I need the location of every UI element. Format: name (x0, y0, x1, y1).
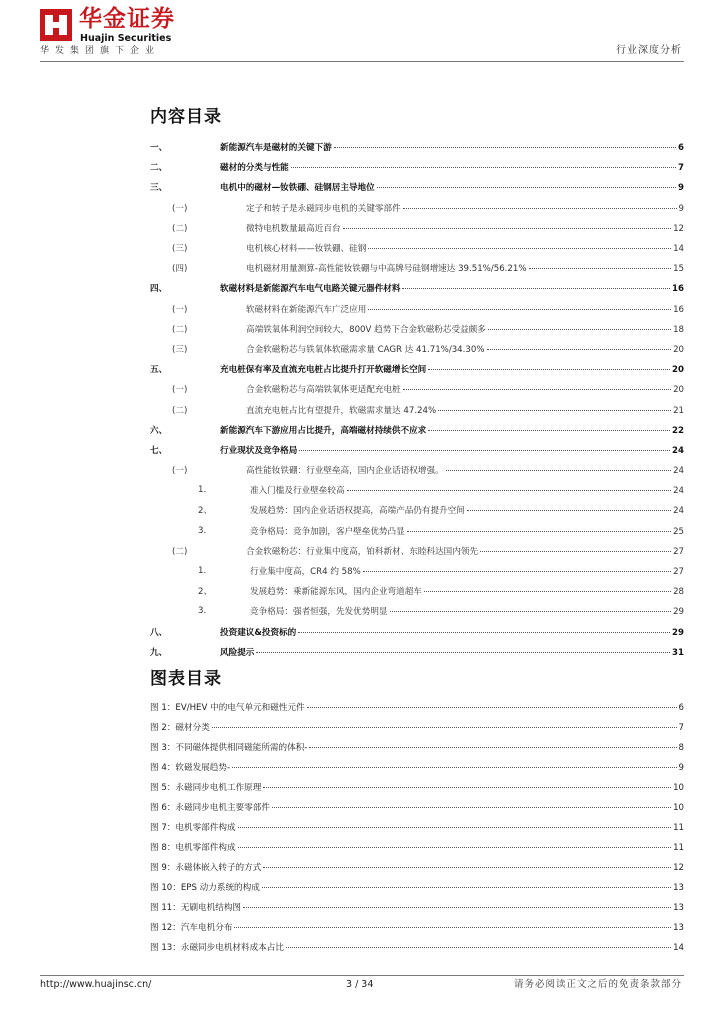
toc-entry-number: 八、 (150, 627, 168, 638)
toc-entry-page: 24 (673, 506, 684, 517)
toc-entry-title: 定子和转子是永磁同步电机的关键零部件 (246, 203, 401, 214)
toc-entry-title: 电机核心材料——钕铁硼、硅钢 (246, 244, 367, 255)
figure-entry-label: 图 11： (150, 903, 181, 913)
toc-entry-body (246, 262, 684, 274)
toc-entry-body (246, 242, 684, 254)
figure-entry-page: 13 (673, 923, 684, 933)
toc-entry-page: 9 (678, 203, 684, 214)
toc-entry-page: 31 (672, 647, 684, 658)
toc-entry-body (250, 484, 684, 496)
toc-entry-page: 20 (673, 385, 684, 396)
figure-entry-page: 6 (678, 703, 684, 713)
toc-entry-number: (三) (172, 344, 188, 355)
toc-entry-number: (四) (172, 264, 188, 275)
toc-entry-number: 2、 (198, 506, 213, 517)
document-type: 行业深度分析 (616, 45, 682, 56)
figure-leader-dots (262, 887, 671, 888)
toc-entry-title: 投资建议&投资标的 (220, 627, 297, 638)
toc-entry[interactable] (150, 198, 684, 218)
toc-entry[interactable] (150, 541, 684, 561)
figure-entry[interactable] (150, 738, 684, 758)
toc-entry-page: 24 (673, 466, 684, 477)
toc-entry[interactable] (150, 440, 684, 460)
figure-entry[interactable] (150, 818, 684, 838)
toc-entry-title: 合金软磁粉芯与高端铁氧体更适配充电桩 (246, 385, 401, 396)
toc-entry-number: (三) (172, 244, 188, 255)
figure-entry-page: 11 (673, 823, 684, 833)
toc-entry-page: 16 (672, 284, 684, 295)
toc-entry-title: 合金软磁粉芯与铁氧体软磁需求量 CAGR 达 41.71%/34.30% (246, 344, 485, 355)
figure-entry-page: 7 (678, 723, 684, 733)
toc-entry-number: (一) (172, 304, 188, 315)
figure-entry[interactable] (150, 718, 684, 738)
toc-entry-title: 风险提示 (220, 647, 255, 658)
toc-entry[interactable] (150, 480, 684, 500)
toc-entry-page: 24 (673, 486, 684, 497)
toc-entry[interactable] (150, 642, 684, 662)
toc-entry[interactable] (150, 601, 684, 621)
toc-entry[interactable] (150, 319, 684, 339)
toc-entry-title: 电机中的磁材—钕铁硼、硅钢居主导地位 (220, 183, 375, 194)
figure-entry-label: 图 6： (150, 803, 176, 813)
figure-leader-dots (243, 907, 671, 908)
toc-entry[interactable] (150, 177, 684, 197)
toc-entry-title: 新能源汽车下游应用占比提升，高端磁材持续供不应求 (220, 425, 427, 436)
toc-entry-body (220, 282, 684, 294)
toc-entry-title: 高端铁氧体利润空间较大，800V 趋势下合金软磁粉芯受益颇多 (246, 324, 486, 335)
figure-entry[interactable] (150, 778, 684, 798)
toc-entry-page: 22 (672, 425, 684, 436)
figure-entry-title: EV/HEV 中的电气单元和磁性元件 (175, 703, 305, 713)
toc-entry-body (246, 303, 684, 315)
figure-leader-dots (286, 947, 671, 948)
figure-entry[interactable] (150, 838, 684, 858)
toc-entry-page: 27 (673, 546, 684, 557)
toc-entry-body (250, 525, 684, 537)
toc-entry-page: 9 (678, 183, 684, 194)
toc-entry-title: 竞争格局：强者恒强，先发优势明显 (250, 607, 388, 618)
toc-entry-title: 电机磁材用量测算-高性能钕铁硼与中高牌号硅钢增速达 39.51%/56.21% (246, 264, 527, 275)
toc-entry-number: 一、 (150, 143, 168, 154)
toc-entry-body (220, 181, 684, 193)
toc-entry-page: 25 (673, 526, 684, 537)
toc-entry-body (246, 404, 684, 416)
toc-leader-dots (407, 531, 671, 532)
toc-entry[interactable] (150, 157, 684, 177)
figure-entry-page: 13 (673, 903, 684, 913)
table-of-contents (150, 137, 684, 662)
toc-leader-dots (488, 329, 671, 330)
toc-entry-number: 七、 (150, 445, 168, 456)
toc-entry-title: 行业现状及竞争格局 (220, 445, 298, 456)
figure-leader-dots (263, 867, 671, 868)
toc-entry-body (220, 626, 684, 638)
toc-entry-number: 3. (198, 606, 207, 617)
toc-entry-page: 20 (672, 365, 684, 376)
figure-entry-label: 图 9： (150, 863, 176, 873)
toc-entry-body (220, 424, 684, 436)
toc-leader-dots (529, 268, 672, 269)
toc-entry[interactable] (150, 339, 684, 359)
toc-entry-title: 软磁材料在新能源汽车广泛应用 (246, 304, 367, 315)
toc-entry[interactable] (150, 238, 684, 258)
figure-entry-label: 图 8： (150, 843, 176, 853)
footer-url-link[interactable]: http://www.huajinsc.cn/ (40, 979, 152, 990)
toc-entry-number: 六、 (150, 425, 168, 436)
figure-list-title: 图表目录 (150, 669, 222, 689)
figure-entry-title: 汽车电机分布 (180, 923, 233, 933)
toc-entry-page: 24 (672, 445, 684, 456)
page-number: 3 / 34 (346, 979, 374, 990)
toc-entry[interactable] (150, 218, 684, 238)
toc-leader-dots (368, 309, 671, 310)
toc-entry-page: 27 (673, 567, 684, 578)
toc-entry-number: 三、 (150, 183, 168, 194)
figure-leader-dots (234, 927, 671, 928)
toc-leader-dots (291, 167, 676, 168)
toc-entry-body (220, 161, 684, 173)
toc-entry[interactable] (150, 581, 684, 601)
toc-entry-number: (一) (172, 203, 188, 214)
toc-title: 内容目录 (150, 107, 222, 127)
footer-divider (40, 975, 684, 976)
toc-leader-dots (343, 228, 672, 229)
figure-entry-page: 11 (673, 843, 684, 853)
toc-entry-number: (二) (172, 324, 188, 335)
toc-entry-body (246, 545, 684, 557)
toc-entry-page: 16 (673, 304, 684, 315)
toc-leader-dots (299, 450, 670, 451)
toc-entry-title: 软磁材料是新能源汽车电气电路关键元器件材料 (220, 284, 401, 295)
toc-entry-title: 直流充电桩占比有望提升，软磁需求量达 47.24% (246, 405, 437, 416)
toc-entry[interactable] (150, 137, 684, 157)
header-divider (40, 61, 684, 62)
figure-list (150, 698, 684, 958)
toc-entry-page: 14 (673, 244, 684, 255)
toc-entry-page: 18 (673, 324, 684, 335)
toc-leader-dots (403, 208, 677, 209)
toc-entry-page: 15 (673, 264, 684, 275)
figure-entry-title: 电机零部件构成 (175, 823, 236, 833)
toc-entry-body (246, 222, 684, 234)
figure-entry-label: 图 7： (150, 823, 176, 833)
toc-leader-dots (368, 248, 671, 249)
toc-leader-dots (403, 389, 671, 390)
figure-entry-title: 永磁同步电机材料成本占比 (180, 943, 284, 953)
toc-entry[interactable] (150, 622, 684, 642)
toc-entry-title: 高性能钕铁硼：行业壁垒高，国内企业话语权增强。 (246, 466, 444, 477)
toc-entry-body (246, 383, 684, 395)
toc-entry[interactable] (150, 299, 684, 319)
figure-leader-dots (307, 707, 677, 708)
toc-entry-number: 2、 (198, 587, 213, 598)
toc-entry-title: 发展趋势：乘新能源东风，国内企业弯道超车 (250, 587, 422, 598)
toc-entry-number: (二) (172, 223, 188, 234)
figure-entry-page: 8 (678, 743, 684, 753)
toc-leader-dots (402, 288, 670, 289)
toc-entry-body (246, 323, 684, 335)
toc-leader-dots (428, 430, 670, 431)
toc-entry-number: 九、 (150, 647, 168, 658)
huajin-logo-icon (40, 9, 72, 41)
toc-entry-number: (二) (172, 405, 188, 416)
toc-leader-dots (256, 652, 670, 653)
toc-entry-number: (一) (172, 385, 188, 396)
toc-entry-page: 28 (673, 587, 684, 598)
figure-entry[interactable] (150, 938, 684, 958)
figure-entry-title: 不同磁体提供相同磁能所需的体积- (175, 743, 308, 753)
toc-entry-body (246, 202, 684, 214)
toc-entry-number: 五、 (150, 365, 168, 376)
figure-entry-label: 图 13： (150, 943, 181, 953)
figure-entry-title: 电机零部件构成 (175, 843, 236, 853)
toc-entry[interactable] (150, 278, 684, 298)
toc-entry-title: 行业集中度高，CR4 约 58% (250, 567, 361, 578)
toc-leader-dots (428, 369, 670, 370)
toc-entry[interactable] (150, 460, 684, 480)
toc-entry-body (246, 464, 684, 476)
toc-entry-body (250, 605, 684, 617)
figure-entry[interactable] (150, 798, 684, 818)
figure-entry-label: 图 5： (150, 783, 176, 793)
toc-leader-dots (298, 632, 670, 633)
toc-entry[interactable] (150, 521, 684, 541)
figure-entry-title: 磁材分类 (175, 723, 210, 733)
toc-leader-dots (480, 551, 671, 552)
toc-entry-title: 竞争格局：竞争加剧，客户壁垒优势凸显 (250, 526, 405, 537)
toc-entry-number: 1. (198, 485, 207, 496)
figure-leader-dots (232, 767, 676, 768)
figure-entry-title: EPS 动力系统的构成 (180, 883, 260, 893)
figure-entry-page: 9 (678, 763, 684, 773)
footer-disclaimer: 请务必阅读正文之后的免责条款部分 (513, 979, 682, 990)
toc-entry-title: 新能源汽车是磁材的关键下游 (220, 143, 332, 154)
toc-entry-body (250, 504, 684, 516)
figure-entry[interactable] (150, 918, 684, 938)
toc-entry-title: 合金软磁粉芯：行业集中度高，铂科新材、东睦科达国内领先 (246, 546, 479, 557)
toc-leader-dots (334, 147, 676, 148)
figure-entry-label: 图 1： (150, 703, 176, 713)
toc-entry-page: 29 (673, 607, 684, 618)
figure-entry[interactable] (150, 698, 684, 718)
toc-leader-dots (377, 187, 676, 188)
toc-leader-dots (390, 611, 672, 612)
brand-name-en: Huajin Securities (80, 33, 172, 44)
toc-entry-number: 3. (198, 525, 207, 536)
toc-entry-number: (一) (172, 466, 188, 477)
toc-entry-page: 29 (672, 627, 684, 638)
figure-entry[interactable] (150, 898, 684, 918)
figure-leader-dots (238, 827, 672, 828)
figure-leader-dots (309, 747, 676, 748)
toc-entry-page: 12 (673, 223, 684, 234)
figure-leader-dots (238, 847, 672, 848)
figure-leader-dots (272, 807, 671, 808)
figure-entry-label: 图 3： (150, 743, 176, 753)
toc-leader-dots (438, 410, 671, 411)
toc-leader-dots (467, 510, 671, 511)
toc-entry-title: 磁材的分类与性能 (220, 163, 289, 174)
toc-entry-number: 四、 (150, 284, 168, 295)
figure-entry[interactable] (150, 858, 684, 878)
toc-entry[interactable] (150, 500, 684, 520)
figure-entry-label: 图 12： (150, 923, 181, 933)
figure-entry-title: 永磁同步电机工作原理 (175, 783, 262, 793)
toc-entry[interactable] (150, 420, 684, 440)
toc-leader-dots (347, 490, 672, 491)
toc-entry-number: (二) (172, 546, 188, 557)
figure-entry-title: 软磁发展趋势- (175, 763, 231, 773)
figure-entry-page: 13 (673, 883, 684, 893)
toc-leader-dots (446, 470, 671, 471)
toc-entry-number: 二、 (150, 163, 168, 174)
figure-entry-label: 图 4： (150, 763, 176, 773)
figure-leader-dots (212, 727, 677, 728)
toc-entry-number: 1. (198, 566, 207, 577)
toc-entry-page: 20 (673, 344, 684, 355)
figure-entry-page: 12 (673, 863, 684, 873)
brand-tagline: 华发集团旗下企业 (40, 46, 161, 56)
toc-entry[interactable] (150, 258, 684, 278)
figure-entry[interactable] (150, 758, 684, 778)
toc-entry-page: 21 (673, 405, 684, 416)
figure-entry[interactable] (150, 878, 684, 898)
toc-entry-page: 7 (678, 163, 684, 174)
figure-entry-title: 无刷电机结构图 (180, 903, 242, 913)
figure-entry-page: 10 (673, 803, 684, 813)
figure-entry-page: 14 (673, 943, 684, 953)
toc-entry-page: 6 (678, 143, 684, 154)
toc-entry-title: 发展趋势：国内企业话语权提高，高端产品仍有提升空间 (250, 506, 465, 517)
toc-entry-body (250, 585, 684, 597)
figure-entry-title: 永磁同步电机主要零部件 (175, 803, 270, 813)
toc-entry-title: 微特电机数量最高近百台 (246, 223, 341, 234)
figure-entry-title: 永磁体嵌入转子的方式 (175, 863, 262, 873)
toc-entry-body (220, 363, 684, 375)
toc-entry[interactable] (150, 561, 684, 581)
toc-entry[interactable] (150, 359, 684, 379)
toc-leader-dots (487, 349, 672, 350)
toc-entry[interactable] (150, 399, 684, 419)
toc-entry-body (220, 141, 684, 153)
figure-leader-dots (263, 787, 671, 788)
toc-entry-body (220, 646, 684, 658)
toc-leader-dots (424, 591, 671, 592)
toc-entry-title: 准入门槛及行业壁垒较高 (250, 486, 345, 497)
toc-entry-body (246, 343, 684, 355)
toc-entry-title: 充电桩保有率及直流充电桩占比提升打开软磁增长空间 (220, 365, 427, 376)
toc-entry[interactable] (150, 379, 684, 399)
figure-entry-page: 10 (673, 783, 684, 793)
brand-name-cn: 华金证券 (79, 6, 175, 32)
figure-entry-label: 图 10： (150, 883, 181, 893)
toc-entry-body (250, 565, 684, 577)
toc-leader-dots (363, 571, 671, 572)
figure-entry-label: 图 2： (150, 723, 176, 733)
page-header (0, 0, 724, 64)
toc-entry-body (220, 444, 684, 456)
